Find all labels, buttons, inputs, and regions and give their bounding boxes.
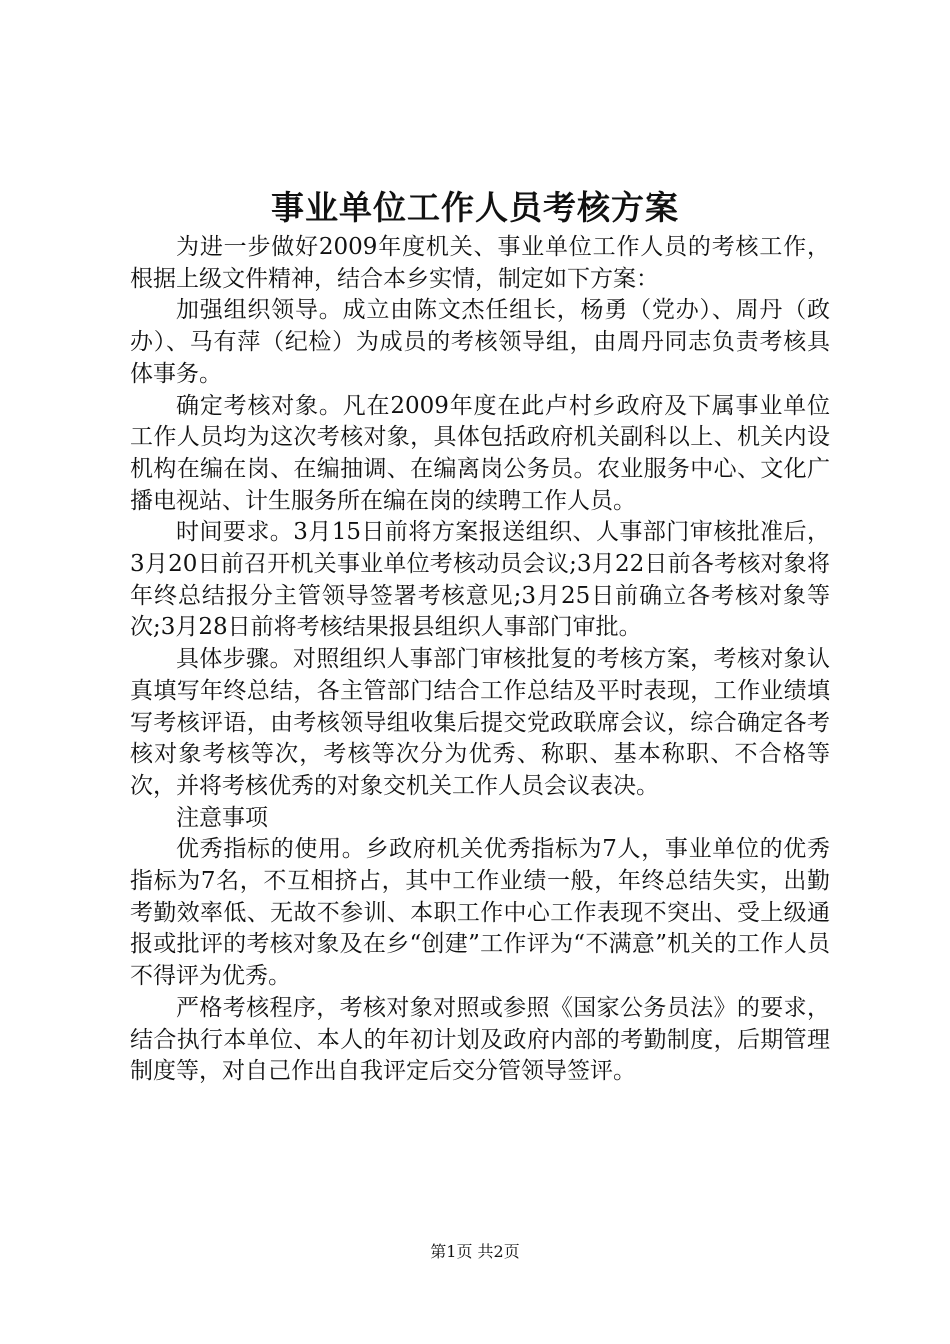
section-heading-notes: 注意事项 [176, 804, 268, 831]
document-body [130, 232, 830, 1088]
paragraph-targets: 确定考核对象。凡在2009年度在此卢村乡政府及下属事业单位工作人员均为这次考核对象，具体包括政府机关副科以上、机关内设机构在编在岗、在编抽调、在编离岗公务员。农业服务中心、文化广播电视站、计生服务所在编在岗的续聘工作人员。 [130, 392, 830, 514]
document-title: 事业单位工作人员考核方案 [271, 188, 679, 227]
paragraph-intro: 为进一步做好2009年度机关、事业单位工作人员的考核工作，根据上级文件精神，结合本乡实情，制定如下方案： [130, 234, 830, 292]
paragraph-schedule: 时间要求。3月15日前将方案报送组织、人事部门审核批准后，3月20日前召开机关事业单位考核动员会议;3月22日前各考核对象将年终总结报分主管领导签署考核意见;3月25日前确立各考核对象等次;3月28日前将考核结果报县组织人事部门审批。 [130, 519, 830, 641]
paragraph-excellent-quota: 优秀指标的使用。乡政府机关优秀指标为7人，事业单位的优秀指标为7名，不互相挤占，其中工作业绩一般，年终总结失实，出勤考勤效率低、无故不参训、本职工作中心工作表现不突出、受上级通报或批评的考核对象及在乡“创建”工作评为“不满意”机关的工作人员不得评为优秀。 [130, 836, 830, 990]
paragraph-steps: 具体步骤。对照组织人事部门审核批复的考核方案，考核对象认真填写年终总结，各主管部门结合工作总结及平时表现，工作业绩填写考核评语，由考核领导组收集后提交党政联席会议，综合确定各考核对象考核等次，考核等次分为优秀、称职、基本称职、不合格等次，并将考核优秀的对象交机关工作人员会议表决。 [130, 646, 830, 799]
paragraph-procedure: 严格考核程序，考核对象对照或参照《国家公务员法》的要求，结合执行本单位、本人的年初计划及政府内部的考勤制度，后期管理制度等，对自己作出自我评定后交分管领导签评。 [130, 994, 830, 1085]
page-number-footer: 第1页 共2页 [430, 1242, 520, 1261]
paragraph-organization: 加强组织领导。成立由陈文杰任组长，杨勇（党办）、周丹（政办）、马有萍（纪检）为成员的考核领导组，由周丹同志负责考核具体事务。 [130, 297, 830, 387]
